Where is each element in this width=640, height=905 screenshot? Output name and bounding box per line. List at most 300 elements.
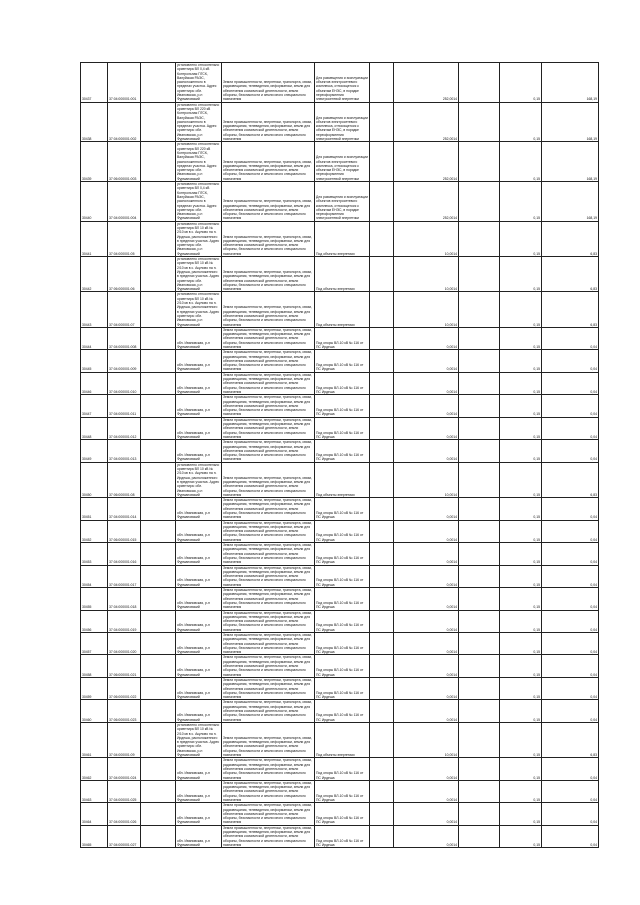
tax-amount-cell: 0,04 [542, 372, 599, 394]
table-row [81, 825, 599, 847]
permitted-use-cell: Под опоры ВЛ-10 кВ № 116 от ПС Ирдеша [315, 825, 370, 847]
tax-rate-cell: 0,15 [500, 182, 542, 222]
permitted-use-cell: Под опоры ВЛ-10 кВ № 116 от ПС Ирдеша [315, 655, 370, 677]
tax-amount-cell: 0,04 [542, 543, 599, 565]
permitted-use-cell: Под объекты энергетики [315, 292, 370, 327]
cadastral-number-cell: 37:04:000001:014 [108, 498, 141, 520]
empty-cell [459, 102, 500, 142]
land-category-cell: Земли промышленности, энергетики, транспорта, связи, радиовещания, телевидения, информатики, земли для обеспечения космической деятельности, земли обороны, безопасности и земли иного специального назначения [222, 63, 315, 103]
permitted-use-cell: Под опоры ВЛ-10 кВ № 116 от ПС Ирдеша [315, 350, 370, 372]
table-row [81, 520, 599, 542]
table-row [81, 221, 599, 256]
area-cell: 10,0014 [394, 221, 459, 256]
location-cell: обл. Ивановская, р-н Фурмановский [176, 327, 222, 349]
location-cell: обл. Ивановская, р-н Фурмановский [176, 543, 222, 565]
table-row [81, 655, 599, 677]
empty-cell [370, 221, 394, 256]
empty-cell [141, 565, 176, 587]
land-category-cell: Земли промышленности, энергетики, транспорта, связи, радиовещания, телевидения, информатики, земли для обеспечения космической деятельности, земли обороны, безопасности и земли иного специального назначения [222, 395, 315, 417]
area-cell: 0,0014 [394, 395, 459, 417]
row-id-cell: 30440 [81, 182, 108, 222]
empty-cell [370, 677, 394, 699]
empty-cell [370, 350, 394, 372]
land-category-cell: Земли промышленности, энергетики, транспорта, связи, радиовещания, телевидения, информатики, земли для обеспечения космической деятельности, земли обороны, безопасности и земли иного специального назначения [222, 292, 315, 327]
area-cell: 0,0014 [394, 372, 459, 394]
cadastral-number-cell: 37:06:000001:022 [108, 677, 141, 699]
land-category-cell: Земли промышленности, энергетики, транспорта, связи, радиовещания, телевидения, информатики, земли для обеспечения космической деятельности, земли обороны, безопасности и земли иного специального назначения [222, 543, 315, 565]
table-row [81, 677, 599, 699]
empty-cell [370, 372, 394, 394]
empty-cell [459, 350, 500, 372]
tax-amount-cell: 0,04 [542, 655, 599, 677]
land-category-cell: Земли промышленности, энергетики, транспорта, связи, радиовещания, телевидения, информатики, земли для обеспечения космической деятельности, земли обороны, безопасности и земли иного специального назначения [222, 327, 315, 349]
empty-cell [141, 327, 176, 349]
area-cell: 0,0014 [394, 803, 459, 825]
table-row [81, 462, 599, 497]
empty-cell [141, 677, 176, 699]
area-cell: 0,0014 [394, 417, 459, 439]
empty-cell [370, 803, 394, 825]
permitted-use-cell: Под опоры ВЛ-10 кВ № 116 от ПС Ирдеша [315, 440, 370, 462]
tax-rate-cell: 0,15 [500, 417, 542, 439]
row-id-cell: 30446 [81, 372, 108, 394]
empty-cell [370, 462, 394, 497]
cadastral-number-cell: 37:06:000001:003 [108, 142, 141, 182]
cadastral-number-cell: 37:06:000001:06 [108, 257, 141, 292]
table-row [81, 722, 599, 757]
empty-cell [141, 372, 176, 394]
location-cell: обл. Ивановская, р-н Фурмановский [176, 395, 222, 417]
tax-rate-cell: 0,15 [500, 655, 542, 677]
row-id-cell: 30454 [81, 565, 108, 587]
land-category-cell: Земли промышленности, энергетики, транспорта, связи, радиовещания, телевидения, информатики, земли для обеспечения космической деятельности, земли обороны, безопасности и земли иного специального назначения [222, 102, 315, 142]
tax-rate-cell: 0,15 [500, 633, 542, 655]
location-cell: обл. Ивановская, р-н Фурмановский [176, 417, 222, 439]
empty-cell [141, 462, 176, 497]
location-cell: установлено относительно ориентира ВЛ 0,4 кВ Контрольная ПГСК, Валуйская РАЭС, расположенного в пределах участка. Адрес ориентира: обл. Ивановская, р-н Фурмановский [176, 63, 222, 103]
empty-cell [459, 462, 500, 497]
cadastral-number-cell: 37:04:000001:012 [108, 417, 141, 439]
tax-rate-cell: 0,15 [500, 610, 542, 632]
land-category-cell: Земли промышленности, энергетики, транспорта, связи, радиовещания, телевидения, информатики, земли для обеспечения космической деятельности, земли обороны, безопасности и земли иного специального назначения [222, 565, 315, 587]
location-cell: обл. Ивановская, р-н Фурмановский [176, 780, 222, 802]
cadastral-number-cell: 37:04:000001:025 [108, 780, 141, 802]
row-id-cell: 30444 [81, 327, 108, 349]
empty-cell [370, 440, 394, 462]
empty-cell [459, 588, 500, 610]
row-id-cell: 30455 [81, 588, 108, 610]
empty-cell [141, 440, 176, 462]
table-row [81, 372, 599, 394]
land-category-cell: Земли промышленности, энергетики, транспорта, связи, радиовещания, телевидения, информатики, земли для обеспечения космической деятельности, земли обороны, безопасности и земли иного специального назначения [222, 633, 315, 655]
table-row [81, 610, 599, 632]
location-cell: обл. Ивановская, р-н Фурмановский [176, 588, 222, 610]
table-row [81, 63, 599, 103]
area-cell: 0,0014 [394, 780, 459, 802]
tax-rate-cell: 0,15 [500, 257, 542, 292]
permitted-use-cell: Под опоры ВЛ-10 кВ № 116 от ПС Ирдеша [315, 803, 370, 825]
empty-cell [370, 610, 394, 632]
land-category-cell: Земли промышленности, энергетики, транспорта, связи, радиовещания, телевидения, информатики, земли для обеспечения космической деятельности, земли обороны, безопасности и земли иного специального назначения [222, 350, 315, 372]
table-row [81, 700, 599, 722]
row-id-cell: 30461 [81, 722, 108, 757]
empty-cell [370, 700, 394, 722]
tax-amount-cell: 0,04 [542, 700, 599, 722]
permitted-use-cell: Под объекты энергетики [315, 221, 370, 256]
tax-rate-cell: 0,15 [500, 780, 542, 802]
area-cell: 252,0014 [394, 142, 459, 182]
area-cell: 252,0014 [394, 63, 459, 103]
empty-cell [141, 498, 176, 520]
table-row [81, 588, 599, 610]
tax-amount-cell: 168,19 [542, 142, 599, 182]
tax-amount-cell: 0,04 [542, 633, 599, 655]
row-id-cell: 30456 [81, 610, 108, 632]
land-category-cell: Земли промышленности, энергетики, транспорта, связи, радиовещания, телевидения, информатики, земли для обеспечения космической деятельности, земли обороны, безопасности и земли иного специального назначения [222, 655, 315, 677]
empty-cell [141, 825, 176, 847]
land-category-cell: Земли промышленности, энергетики, транспорта, связи, радиовещания, телевидения, информатики, земли для обеспечения космической деятельности, земли обороны, безопасности и земли иного специального назначения [222, 588, 315, 610]
tax-amount-cell: 168,19 [542, 182, 599, 222]
permitted-use-cell: Под опоры ВЛ-10 кВ № 116 от ПС Ирдеша [315, 633, 370, 655]
empty-cell [370, 780, 394, 802]
tax-amount-cell: 168,19 [542, 102, 599, 142]
empty-cell [370, 327, 394, 349]
empty-cell [370, 63, 394, 103]
tax-rate-cell: 0,15 [500, 440, 542, 462]
table-row [81, 498, 599, 520]
area-cell: 10,0014 [394, 722, 459, 757]
empty-cell [459, 633, 500, 655]
area-cell: 0,0014 [394, 588, 459, 610]
cadastral-number-cell: 37:04:000001:001 [108, 63, 141, 103]
tax-rate-cell: 0,15 [500, 700, 542, 722]
tax-amount-cell: 6,83 [542, 257, 599, 292]
empty-cell [370, 292, 394, 327]
table-row [81, 440, 599, 462]
land-category-cell: Земли промышленности, энергетики, транспорта, связи, радиовещания, телевидения, информатики, земли для обеспечения космической деятельности, земли обороны, безопасности и земли иного специального назначения [222, 257, 315, 292]
area-cell: 0,0014 [394, 350, 459, 372]
table-row [81, 803, 599, 825]
tax-amount-cell: 6,83 [542, 462, 599, 497]
empty-cell [459, 825, 500, 847]
location-cell: обл. Ивановская, р-н Фурмановский [176, 610, 222, 632]
location-cell: установлено относительно ориентира ВЛ 10 кВ № 2/10 кв в с. Акулово на п. Ирдеша, расположенного в пределах участка. Адрес ориентира: обл. Ивановская, р-н Фурмановский [176, 292, 222, 327]
row-id-cell: 30465 [81, 825, 108, 847]
permitted-use-cell: Для размещения и эксплуатации объектов электросетевого комплекса, относящегося к объектам ЕНЭС, в порядке переоформления электросетевой энергетики [315, 102, 370, 142]
row-id-cell: 30457 [81, 633, 108, 655]
land-category-cell: Земли промышленности, энергетики, транспорта, связи, радиовещания, телевидения, информатики, земли для обеспечения космической деятельности, земли обороны, безопасности и земли иного специального назначения [222, 610, 315, 632]
area-cell: 0,0014 [394, 758, 459, 780]
permitted-use-cell: Под опоры ВЛ-10 кВ № 116 от ПС Ирдеша [315, 520, 370, 542]
tax-rate-cell: 0,15 [500, 292, 542, 327]
tax-rate-cell: 0,15 [500, 722, 542, 757]
cadastral-number-cell: 37:04:000001:027 [108, 825, 141, 847]
empty-cell [459, 677, 500, 699]
cadastral-number-cell: 37:04:000001:018 [108, 588, 141, 610]
tax-rate-cell: 0,15 [500, 63, 542, 103]
permitted-use-cell: Под опоры ВЛ-10 кВ № 116 от ПС Ирдеша [315, 700, 370, 722]
tax-amount-cell: 0,04 [542, 610, 599, 632]
tax-amount-cell: 0,04 [542, 395, 599, 417]
permitted-use-cell: Для размещения и эксплуатации объектов электросетевого комплекса, относящегося к объектам ЕНЭС, в порядке переоформления электросетевой энергетики [315, 142, 370, 182]
location-cell: обл. Ивановская, р-н Фурмановский [176, 565, 222, 587]
empty-cell [141, 633, 176, 655]
table-row [81, 350, 599, 372]
empty-cell [141, 182, 176, 222]
cadastral-number-cell: 37:04:000001:09 [108, 722, 141, 757]
tax-rate-cell: 0,15 [500, 372, 542, 394]
area-cell: 252,0014 [394, 102, 459, 142]
location-cell: обл. Ивановская, р-н Фурмановский [176, 758, 222, 780]
table-row [81, 780, 599, 802]
area-cell: 0,0014 [394, 440, 459, 462]
empty-cell [459, 565, 500, 587]
row-id-cell: 30451 [81, 498, 108, 520]
land-parcel-table [80, 62, 597, 848]
table-row [81, 292, 599, 327]
empty-cell [459, 498, 500, 520]
cadastral-number-cell: 37:04:000001:017 [108, 565, 141, 587]
location-cell: обл. Ивановская, р-н Фурмановский [176, 677, 222, 699]
land-category-cell: Земли промышленности, энергетики, транспорта, связи, радиовещания, телевидения, информатики, земли для обеспечения космической деятельности, земли обороны, безопасности и земли иного специального назначения [222, 182, 315, 222]
tax-amount-cell: 0,04 [542, 565, 599, 587]
empty-cell [141, 803, 176, 825]
tax-rate-cell: 0,15 [500, 350, 542, 372]
tax-amount-cell: 0,04 [542, 440, 599, 462]
row-id-cell: 30458 [81, 655, 108, 677]
empty-cell [370, 395, 394, 417]
empty-cell [141, 221, 176, 256]
empty-cell [459, 700, 500, 722]
area-cell: 10,0014 [394, 292, 459, 327]
row-id-cell: 30462 [81, 758, 108, 780]
table-body [81, 63, 599, 848]
cadastral-number-cell: 37:04:000001:004 [108, 182, 141, 222]
area-cell: 0,0014 [394, 327, 459, 349]
empty-cell [459, 221, 500, 256]
land-category-cell: Земли промышленности, энергетики, транспорта, связи, радиовещания, телевидения, информатики, земли для обеспечения космической деятельности, земли обороны, безопасности и земли иного специального назначения [222, 825, 315, 847]
permitted-use-cell: Под опоры ВЛ-10 кВ № 116 от ПС Ирдеша [315, 565, 370, 587]
empty-cell [370, 257, 394, 292]
row-id-cell: 30442 [81, 257, 108, 292]
permitted-use-cell: Под опоры ВЛ-10 кВ № 116 от ПС Ирдеша [315, 327, 370, 349]
cadastral-number-cell: 37:04:000001:05 [108, 221, 141, 256]
empty-cell [141, 417, 176, 439]
permitted-use-cell: Под объекты энергетики [315, 257, 370, 292]
area-cell: 0,0014 [394, 633, 459, 655]
row-id-cell: 30443 [81, 292, 108, 327]
row-id-cell: 30453 [81, 543, 108, 565]
location-cell: обл. Ивановская, р-н Фурмановский [176, 655, 222, 677]
tax-amount-cell: 6,83 [542, 292, 599, 327]
tax-rate-cell: 0,15 [500, 395, 542, 417]
area-cell: 0,0014 [394, 520, 459, 542]
land-category-cell: Земли промышленности, энергетики, транспорта, связи, радиовещания, телевидения, информатики, земли для обеспечения космической деятельности, земли обороны, безопасности и земли иного специального назначения [222, 803, 315, 825]
location-cell: обл. Ивановская, р-н Фурмановский [176, 700, 222, 722]
area-cell: 10,0014 [394, 462, 459, 497]
empty-cell [370, 520, 394, 542]
table-row [81, 633, 599, 655]
row-id-cell: 30450 [81, 462, 108, 497]
land-category-cell: Земли промышленности, энергетики, транспорта, связи, радиовещания, телевидения, информатики, земли для обеспечения космической деятельности, земли обороны, безопасности и земли иного специального назначения [222, 520, 315, 542]
tax-amount-cell: 0,04 [542, 825, 599, 847]
empty-cell [459, 780, 500, 802]
permitted-use-cell: Для размещения и эксплуатации объектов электросетевого комплекса, относящегося к объектам ЕНЭС, в порядке переоформления электросетевой энергетики [315, 182, 370, 222]
cadastral-number-cell: 37:04:000001:024 [108, 758, 141, 780]
empty-cell [141, 655, 176, 677]
empty-cell [459, 758, 500, 780]
empty-cell [141, 588, 176, 610]
empty-cell [370, 102, 394, 142]
empty-cell [459, 722, 500, 757]
table-row [81, 417, 599, 439]
tax-amount-cell: 0,04 [542, 803, 599, 825]
location-cell: обл. Ивановская, р-н Фурмановский [176, 803, 222, 825]
table-row [81, 758, 599, 780]
row-id-cell: 30464 [81, 803, 108, 825]
tax-amount-cell: 0,04 [542, 350, 599, 372]
cadastral-number-cell: 37:04:000001:026 [108, 803, 141, 825]
area-cell: 10,0014 [394, 257, 459, 292]
permitted-use-cell: Под опоры ВЛ-10 кВ № 116 от ПС Ирдеша [315, 417, 370, 439]
location-cell: обл. Ивановская, р-н Фурмановский [176, 440, 222, 462]
land-category-cell: Земли промышленности, энергетики, транспорта, связи, радиовещания, телевидения, информатики, земли для обеспечения космической деятельности, земли обороны, безопасности и земли иного специального назначения [222, 462, 315, 497]
tax-rate-cell: 0,15 [500, 462, 542, 497]
table-row [81, 102, 599, 142]
empty-cell [370, 182, 394, 222]
location-cell: установлено относительно ориентира ВЛ 0,4 кВ Контрольная ПГСК, Валуйская РАЭС, расположенного в пределах участка. Адрес ориентира: обл. Ивановская, р-н Фурмановский [176, 182, 222, 222]
land-category-cell: Земли промышленности, энергетики, транспорта, связи, радиовещания, телевидения, информатики, земли для обеспечения космической деятельности, земли обороны, безопасности и земли иного специального назначения [222, 700, 315, 722]
tax-amount-cell: 168,19 [542, 63, 599, 103]
permitted-use-cell: Под опоры ВЛ-10 кВ № 116 от ПС Ирдеша [315, 498, 370, 520]
empty-cell [370, 142, 394, 182]
tax-amount-cell: 0,04 [542, 780, 599, 802]
row-id-cell: 30437 [81, 63, 108, 103]
empty-cell [370, 588, 394, 610]
tax-amount-cell: 0,04 [542, 417, 599, 439]
area-cell: 0,0014 [394, 677, 459, 699]
empty-cell [370, 758, 394, 780]
empty-cell [459, 803, 500, 825]
permitted-use-cell: Под объекты энергетики [315, 722, 370, 757]
tax-rate-cell: 0,15 [500, 758, 542, 780]
cadastral-number-cell: 37:04:000001:009 [108, 350, 141, 372]
empty-cell [141, 758, 176, 780]
table-row [81, 142, 599, 182]
tax-rate-cell: 0,15 [500, 520, 542, 542]
permitted-use-cell: Под опоры ВЛ-10 кВ № 116 от ПС Ирдеша [315, 677, 370, 699]
table-row [81, 327, 599, 349]
permitted-use-cell: Под опоры ВЛ-10 кВ № 116 от ПС Ирдеша [315, 780, 370, 802]
area-cell: 0,0014 [394, 610, 459, 632]
tax-amount-cell: 0,04 [542, 677, 599, 699]
empty-cell [459, 440, 500, 462]
empty-cell [370, 633, 394, 655]
tax-rate-cell: 0,15 [500, 588, 542, 610]
empty-cell [141, 257, 176, 292]
empty-cell [141, 395, 176, 417]
cadastral-number-cell: 37:06:000001:023 [108, 700, 141, 722]
area-cell: 252,0014 [394, 182, 459, 222]
cadastral-number-cell: 37:04:000001:002 [108, 102, 141, 142]
tax-amount-cell: 0,04 [542, 498, 599, 520]
tax-rate-cell: 0,15 [500, 142, 542, 182]
empty-cell [370, 565, 394, 587]
tax-amount-cell: 0,04 [542, 520, 599, 542]
cadastral-number-cell: 37:06:000001:08 [108, 462, 141, 497]
empty-cell [370, 543, 394, 565]
permitted-use-cell: Под объекты энергетики [315, 462, 370, 497]
permitted-use-cell: Под опоры ВЛ-10 кВ № 116 от ПС Ирдеша [315, 588, 370, 610]
area-cell: 0,0014 [394, 565, 459, 587]
cadastral-number-cell: 37:04:000001:07 [108, 292, 141, 327]
cadastral-number-cell: 37:04:000001:019 [108, 610, 141, 632]
empty-cell [370, 825, 394, 847]
tax-amount-cell: 0,04 [542, 758, 599, 780]
land-category-cell: Земли промышленности, энергетики, транспорта, связи, радиовещания, телевидения, информатики, земли для обеспечения космической деятельности, земли обороны, безопасности и земли иного специального назначения [222, 677, 315, 699]
empty-cell [370, 498, 394, 520]
row-id-cell: 30438 [81, 102, 108, 142]
tax-rate-cell: 0,15 [500, 221, 542, 256]
empty-cell [459, 257, 500, 292]
empty-cell [459, 63, 500, 103]
tax-rate-cell: 0,15 [500, 543, 542, 565]
row-id-cell: 30441 [81, 221, 108, 256]
permitted-use-cell: Под опоры ВЛ-10 кВ № 116 от ПС Ирдеша [315, 758, 370, 780]
location-cell: обл. Ивановская, р-н Фурмановский [176, 350, 222, 372]
land-category-cell: Земли промышленности, энергетики, транспорта, связи, радиовещания, телевидения, информатики, земли для обеспечения космической деятельности, земли обороны, безопасности и земли иного специального назначения [222, 440, 315, 462]
empty-cell [141, 780, 176, 802]
empty-cell [459, 372, 500, 394]
permitted-use-cell: Под опоры ВЛ-10 кВ № 116 от ПС Ирдеша [315, 372, 370, 394]
table-row [81, 395, 599, 417]
location-cell: установлено относительно ориентира ВЛ 10 кВ № 2/10 кв в с. Акулово на п. Ирдеша, расположенного в пределах участка. Адрес ориентира: обл. Ивановская, р-н Фурмановский [176, 257, 222, 292]
empty-cell [459, 417, 500, 439]
location-cell: установлено относительно ориентира ВЛ 220 кВ Контрольная ПГСК, Валуйская РАЭС, расположенного в пределах участка. Адрес ориентира: обл. Ивановская, р-н Фурмановский [176, 142, 222, 182]
empty-cell [459, 543, 500, 565]
location-cell: обл. Ивановская, р-н Фурмановский [176, 633, 222, 655]
row-id-cell: 30439 [81, 142, 108, 182]
land-category-cell: Земли промышленности, энергетики, транспорта, связи, радиовещания, телевидения, информатики, земли для обеспечения космической деятельности, земли обороны, безопасности и земли иного специального назначения [222, 142, 315, 182]
area-cell: 0,0014 [394, 825, 459, 847]
location-cell: обл. Ивановская, р-н Фурмановский [176, 825, 222, 847]
cadastral-number-cell: 37:04:000001:008 [108, 327, 141, 349]
empty-cell [141, 610, 176, 632]
empty-cell [459, 655, 500, 677]
cadastral-number-cell: 37:04:000001:013 [108, 440, 141, 462]
area-cell: 0,0014 [394, 655, 459, 677]
land-category-cell: Земли промышленности, энергетики, транспорта, связи, радиовещания, телевидения, информатики, земли для обеспечения космической деятельности, земли обороны, безопасности и земли иного специального назначения [222, 221, 315, 256]
land-category-cell: Земли промышленности, энергетики, транспорта, связи, радиовещания, телевидения, информатики, земли для обеспечения космической деятельности, земли обороны, безопасности и земли иного специального назначения [222, 780, 315, 802]
location-cell: установлено относительно ориентира ВЛ 10 кВ № 2/10 кв в с. Акулово на п. Ирдеша, расположенного в пределах участка. Адрес ориентира: обл. Ивановская, р-н Фурмановский [176, 462, 222, 497]
row-id-cell: 30452 [81, 520, 108, 542]
empty-cell [141, 722, 176, 757]
tax-amount-cell: 0,04 [542, 588, 599, 610]
empty-cell [370, 417, 394, 439]
area-cell: 0,0014 [394, 700, 459, 722]
empty-cell [459, 395, 500, 417]
table-row [81, 257, 599, 292]
cadastral-number-cell: 37:06:000001:015 [108, 520, 141, 542]
empty-cell [141, 700, 176, 722]
row-id-cell: 30447 [81, 395, 108, 417]
cadastral-number-cell: 37:04:000001:011 [108, 395, 141, 417]
tax-amount-cell: 6,83 [542, 722, 599, 757]
empty-cell [459, 520, 500, 542]
location-cell: обл. Ивановская, р-н Фурмановский [176, 372, 222, 394]
land-category-cell: Земли промышленности, энергетики, транспорта, связи, радиовещания, телевидения, информатики, земли для обеспечения космической деятельности, земли обороны, безопасности и земли иного специального назначения [222, 498, 315, 520]
cadastral-number-cell: 37:04:000001:016 [108, 543, 141, 565]
